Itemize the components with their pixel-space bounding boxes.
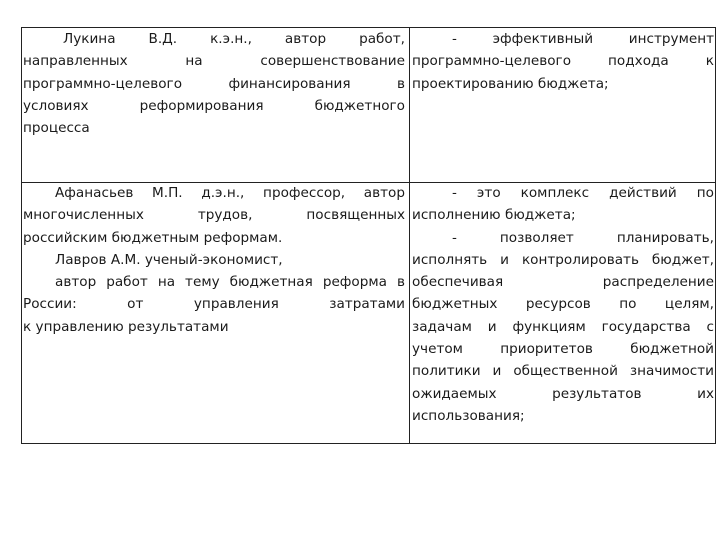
line: Афанасьев М.П. д.э.н., профессор, автор [55,185,405,201]
line: многочисленных трудов, посвященных [23,207,405,224]
line: условиях реформирования бюджетного [23,97,405,114]
line: к управлению результатами [23,318,229,335]
cell-effective-tool [412,28,714,95]
column-divider [409,28,410,443]
line: политики и общественной значимости [412,363,714,380]
line: проектированию бюджета; [412,75,609,92]
line: задачам и функциям государства с [412,318,714,335]
line: программно-целевого финансирования в [23,75,405,92]
line: - эффективный инструмент [452,31,714,47]
line: учетом приоритетов бюджетной [412,341,714,358]
content-table [21,27,716,444]
line: - позволяет планировать, [452,229,714,246]
line: обеспечивая распределение [412,274,714,291]
line: ожидаемых результатов их [412,385,714,402]
line: автор работ на тему бюджетная реформа в [55,274,405,291]
cell-afanasiev-lavrov [23,182,405,338]
line: программно-целевого подхода к [412,53,714,70]
line: бюджетных ресурсов по целям, [412,296,714,313]
line: России: от управления затратами [23,296,405,313]
line: исполнению бюджета; [412,207,576,224]
line: Лукина В.Д. к.э.н., автор работ, [63,31,405,47]
line: российским бюджетным реформам. [23,229,283,246]
line: - это комплекс действий по [452,185,714,201]
line: направленных на совершенствование [23,53,405,70]
line: исполнять и контролировать бюджет, [412,251,714,268]
line: процесса [23,120,90,137]
line: использования; [412,407,525,424]
line: Лавров А.М. ученый-экономист, [55,251,283,268]
cell-lukina [23,28,405,139]
cell-budget-execution [412,182,714,427]
